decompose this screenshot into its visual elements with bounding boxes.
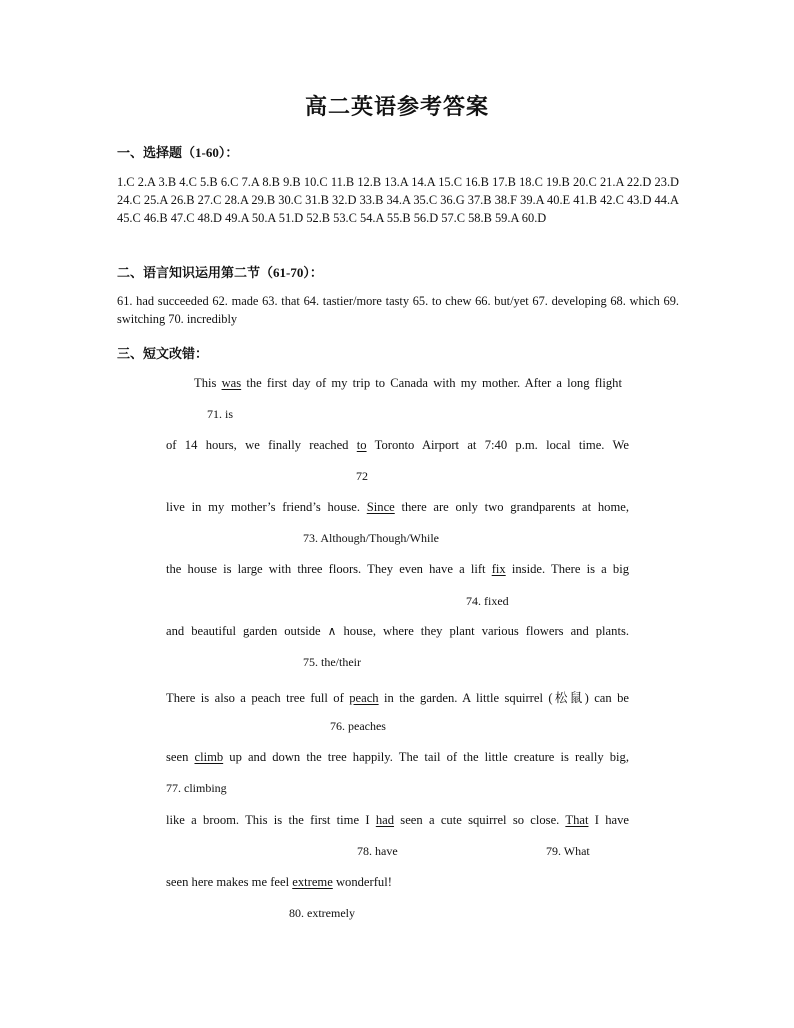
error-mark: had [375, 813, 395, 827]
passage-line-6: There is also a peach tree full of peach in the garden. A little squirrel (松鼠) can be [166, 691, 629, 705]
error-mark: to [356, 438, 367, 452]
passage-line-8: like a broom. This is the first time I had seen a cute squirrel so close. That I have [166, 813, 629, 827]
page-title: 高二英语参考答案 [304, 94, 489, 119]
error-mark: climb [194, 750, 224, 764]
error-mark: extreme [292, 875, 333, 889]
section-heading-grammar: 二、语言知识运用第二节（61-70）： [117, 265, 323, 280]
passage-line-5: and beautiful garden outside ∧ house, where they plant various flowers and plants. [166, 624, 629, 638]
correction-77: 77. climbing [166, 781, 227, 795]
correction-80: 80. extremely [289, 906, 355, 920]
passage-line-3: live in my mother’s friend’s house. Since there are only two grandparents at home, [166, 500, 630, 514]
correction-71: 71. is [207, 407, 234, 421]
correction-75: 75. the/their [303, 655, 361, 669]
error-mark: Since [366, 500, 395, 514]
passage-line-9: seen here makes me feel extreme wonderful! [166, 875, 392, 889]
passage-line-1: This was the first day of my trip to Canada with my mother. After a long flight [194, 376, 622, 390]
choice-answers: 1.C 2.A 3.B 4.C 5.B 6.C 7.A 8.B 9.B 10.C 11.B 12.B 13.A 14.A 15.C 16.B 17.B 18.C 19.B 20.C 21.A 22.D 23.D 24.C 25.A 26.B 27.C 28.A 29.B 30.C 31.B 32.D 33.B 34.A 35.C 36.G 37.B 38.F 39.A 40.E 41.B 42.C 43.D 44.A 45.C 46.B 47.C 48.D 49.A 50.A 51.D 52.B 53.C 54.A 55.B 56.D 57.C 58.B 59.A 60.D [117, 175, 679, 225]
passage-line-7: seen climb up and down the tree happily. The tail of the little creature is really big, [166, 750, 629, 764]
passage-line-4: the house is large with three floors. They even have a lift fix inside. There is a big [166, 562, 629, 576]
section-heading-choice: 一、选择题（1-60）： [117, 145, 239, 160]
passage-line-2: of 14 hours, we finally reached to Toronto Airport at 7:40 p.m. local time. We [166, 438, 629, 452]
insert-caret-icon: ∧ [327, 624, 337, 638]
correction-79: 79. What [546, 844, 590, 858]
section-heading-correction: 三、短文改错： [117, 346, 209, 361]
correction-72: 72 [356, 469, 368, 483]
grammar-answers: 61. had succeeded 62. made 63. that 64. tastier/more tasty 65. to chew 66. but/yet 67. developing 68. which 69. switching 70. incredibly [117, 294, 679, 326]
correction-74: 74. fixed [466, 594, 509, 608]
correction-78: 78. have [357, 844, 398, 858]
error-mark: peach [349, 691, 379, 705]
error-mark: fix [491, 562, 506, 576]
correction-76: 76. peaches [330, 719, 386, 733]
correction-73: 73. Although/Though/While [303, 531, 439, 545]
error-mark: That [565, 813, 589, 827]
error-mark: was [221, 376, 242, 390]
